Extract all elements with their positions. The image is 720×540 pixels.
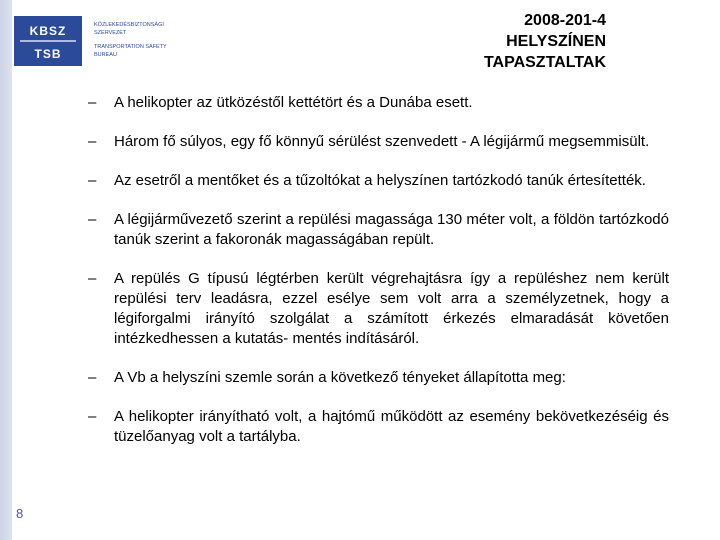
logo-org-en-line2: BUREAU: [94, 52, 117, 58]
logo-abbr-bottom: TSB: [34, 47, 62, 61]
logo-org-hu-line1: KÖZLEKEDÉSBIZTONSÁGI: [94, 22, 164, 28]
bullet-item: [88, 93, 669, 113]
bullet-dash: –: [88, 94, 97, 111]
organization-logo: [14, 16, 184, 66]
bullet-item: [88, 171, 669, 191]
title-line-1: 2008-201-4: [524, 12, 606, 29]
bullet-item: [88, 269, 669, 349]
page-number: 8: [16, 506, 24, 521]
bullet-text: A légijárművezető szerint a repülési magassága 130 méter volt, a földön tartózkodó tanúk szerint a fakoronák magasságában repült.: [114, 211, 669, 248]
bullet-text: A helikopter az ütközéstől kettétört és a Dunába esett.: [114, 94, 473, 111]
bullet-item: [88, 210, 669, 250]
title-line-2: HELYSZÍNEN: [506, 33, 606, 50]
logo-org-hu-line2: SZERVEZET: [94, 30, 127, 36]
bullet-dash: –: [88, 369, 97, 386]
bullet-list: [88, 93, 669, 466]
bullet-dash: –: [88, 133, 97, 150]
bullet-dash: –: [88, 211, 97, 228]
slide-title: [484, 10, 606, 73]
bullet-item: [88, 407, 669, 447]
bullet-text: A repülés G típusú légtérben került végrehajtásra így a repüléshez nem került repülési terv leadásra, ezzel esélye sem volt arra a személyzetnek, hogy a légiforgalmi irányító szolgálat a számított érkezés elmaradását követően intézkedhessen a kutatás- mentés indításáról.: [114, 270, 669, 347]
bullet-text: A Vb a helyszíni szemle során a következő tényeket állapította meg:: [114, 369, 566, 386]
bullet-dash: –: [88, 408, 97, 425]
bullet-item: [88, 368, 669, 388]
bullet-dash: –: [88, 270, 97, 287]
left-sidebar-strip: [0, 0, 12, 540]
bullet-dash: –: [88, 172, 97, 189]
logo-abbr-top: KBSZ: [29, 24, 67, 38]
bullet-text: Három fő súlyos, egy fő könnyű sérülést szenvedett - A légijármű megsemmisült.: [114, 133, 650, 150]
bullet-text: A helikopter irányítható volt, a hajtómű működött az esemény bekövetkezéséig és tüzelőanyag volt a tartályba.: [114, 408, 669, 445]
logo-org-en-line1: TRANSPORTATION SAFETY: [94, 44, 167, 50]
bullet-item: [88, 132, 669, 152]
title-line-3: TAPASZTALTAK: [483, 54, 606, 71]
bullet-text: Az esetről a mentőket és a tűzoltókat a helyszínen tartózkodó tanúk értesítették.: [114, 172, 646, 189]
